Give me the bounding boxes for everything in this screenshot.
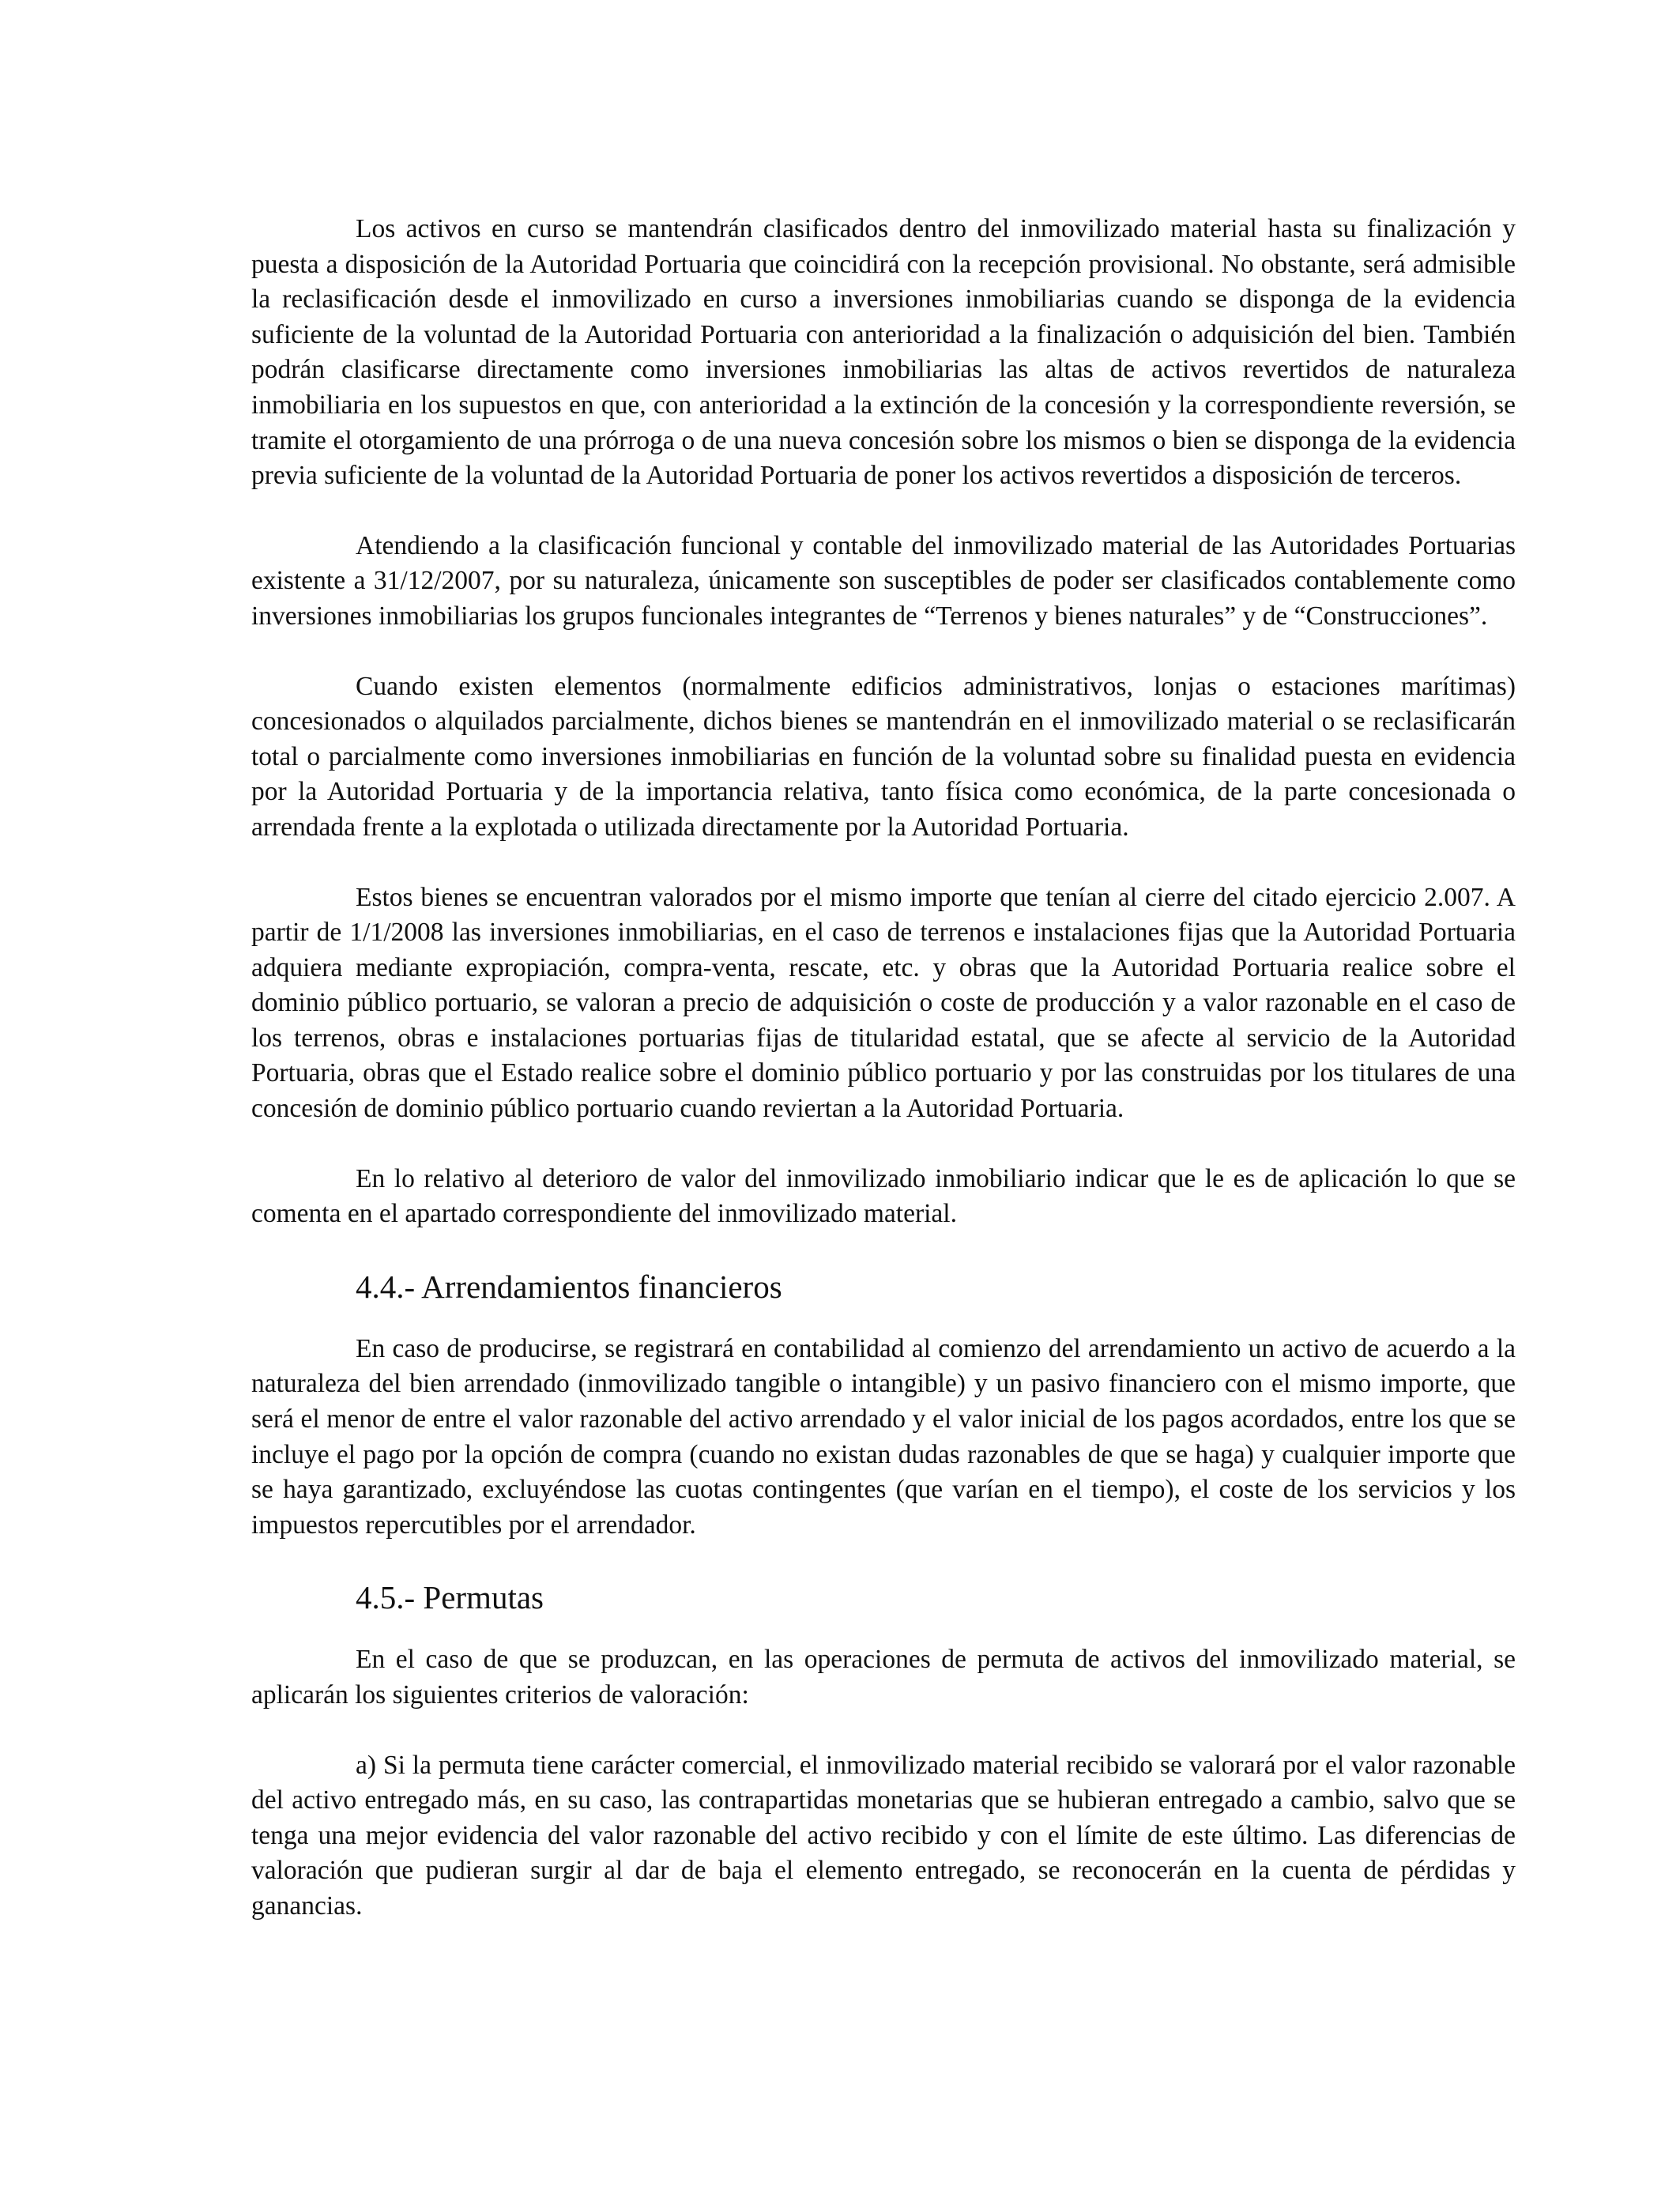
section-heading-arrendamientos: 4.4.- Arrendamientos financieros <box>356 1268 782 1305</box>
paragraph-deterioro-valor: En lo relativo al deterioro de valor del inmovilizado inmobiliario indicar que le es de aplicación lo que se comenta en el apartado correspondiente del inmovilizado material. <box>251 1163 1516 1229</box>
paragraph-arrendamientos: En caso de producirse, se registrará en contabilidad al comienzo del arrendamiento un activo de acuerdo a la naturaleza del bien arrendado (inmovilizado tangible o intangible) y un pasivo financiero con el mismo importe, que será el menor de entre el valor razonable del activo arrendado y el valor inicial de los pagos acordados, entre los que se incluye el pago por la opción de compra (cuando no existan dudas razonables de que se haga) y cualquier importe que se haya garantizado, excluyéndose las cuotas contingentes (que varían en el tiempo), el coste de los servicios y los impuestos repercutibles por el arrendador. <box>251 1333 1516 1540</box>
paragraph-elementos-concesionados: Cuando existen elementos (normalmente edificios administrativos, lonjas o estaciones marítimas) concesionados o alquilados parcialmente, dichos bienes se mantendrán en el inmovilizado material o se reclasificarán total o parcialmente como inversiones inmobiliarias en función de la voluntad sobre su finalidad puesta en evidencia por la Autoridad Portuaria y de la importancia relativa, tanto física como económica, de la parte concesionada o arrendada frente a la explotada o utilizada directamente por la Autoridad Portuaria. <box>251 671 1516 842</box>
paragraph-permutas-comercial: a) Si la permuta tiene carácter comercial, el inmovilizado material recibido se valorará por el valor razonable del activo entregado más, en su caso, las contrapartidas monetarias que se hubieran entregado a cambio, salvo que se tenga una mejor evidencia del valor razonable del activo recibido y con el límite de este último. Las diferencias de valoración que pudieran surgir al dar de baja el elemento entregado, se reconocerán en la cuenta de pérdidas y ganancias. <box>251 1750 1516 1921</box>
paragraph-activos-en-curso: Los activos en curso se mantendrán clasificados dentro del inmovilizado material hasta su finalización y puesta a disposición de la Autoridad Portuaria que coincidirá con la recepción provisional. No obstante, será admisible la reclasificación desde el inmovilizado en curso a inversiones inmobiliarias cuando se disponga de la evidencia suficiente de la voluntad de la Autoridad Portuaria con anterioridad a la finalización o adquisición del bien. También podrán clasificarse directamente como inversiones inmobiliarias las altas de activos revertidos de naturaleza inmobiliaria en los supuestos en que, con anterioridad a la extinción de la concesión y la correspondiente reversión, se tramite el otorgamiento de una prórroga o de una nueva concesión sobre los mismos o bien se disponga de la evidencia previa suficiente de la voluntad de la Autoridad Portuaria de poner los activos revertidos a disposición de terceros. <box>251 214 1516 491</box>
paragraph-clasificacion-funcional: Atendiendo a la clasificación funcional y contable del inmovilizado material de las Autoridades Portuarias existente a 31/12/2007, por su naturaleza, únicamente son susceptibles de poder ser clasificados contablemente como inversiones inmobiliarias los grupos funcionales integrantes de “Terrenos y bienes naturales” y de “Construcciones”. <box>251 530 1516 631</box>
paragraph-permutas-intro: En el caso de que se produzcan, en las operaciones de permuta de activos del inmovilizado material, se aplicarán los siguientes criterios de valoración: <box>251 1645 1516 1710</box>
paragraph-valoracion-bienes: Estos bienes se encuentran valorados por el mismo importe que tenían al cierre del citado ejercicio 2.007. A partir de 1/1/2008 las inversiones inmobiliarias, en el caso de terrenos e instalaciones fijas que la Autoridad Portuaria adquiera mediante expropiación, compra-venta, rescate, etc. y obras que la Autoridad Portuaria realice sobre el dominio público portuario, se valoran a precio de adquisición o coste de producción y a valor razonable en el caso de los terrenos, obras e instalaciones portuarias fijas de titularidad estatal, que se afecte al servicio de la Autoridad Portuaria, obras que el Estado realice sobre el dominio público portuario y por las construidas por los titulares de una concesión de dominio público portuario cuando reviertan a la Autoridad Portuaria. <box>251 882 1516 1124</box>
document-page <box>251 212 1516 1959</box>
section-heading-permutas: 4.5.- Permutas <box>356 1579 544 1616</box>
